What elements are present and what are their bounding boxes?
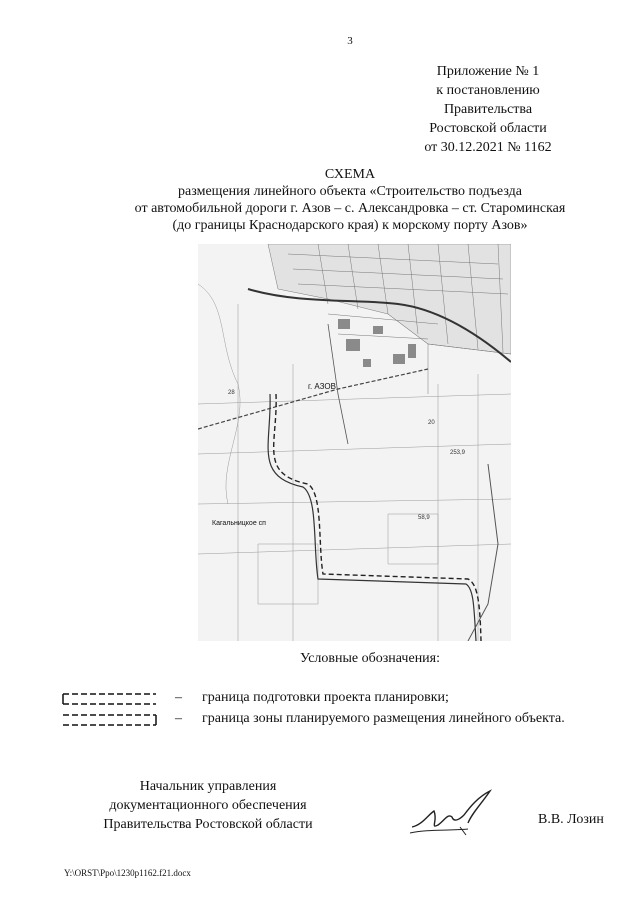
position-line: документационного обеспечения — [109, 798, 307, 813]
scheme-map — [198, 244, 511, 641]
file-path: Y:\ORST\Ppo\1230p1162.f21.docx — [64, 868, 191, 878]
map-label-mark: 253,9 — [450, 450, 466, 456]
appendix-line: Ростовской области — [429, 121, 547, 136]
signatory-position — [88, 777, 328, 834]
title-line: от автомобильной дороги г. Азов – с. Александровка – ст. Староминская — [134, 201, 566, 216]
map-label-settlement: Кагальницкое сп — [212, 520, 266, 527]
legend-text: граница зоны планируемого размещения линейного объекта. — [202, 711, 565, 726]
document-title — [0, 166, 640, 234]
legend-text: граница подготовки проекта планировки; — [202, 690, 449, 705]
page-number: 3 — [347, 35, 353, 47]
legend-item — [62, 711, 622, 729]
appendix-line: Приложение № 1 — [436, 64, 540, 79]
map-label-city: г. АЗОВ — [308, 382, 336, 391]
appendix-line: Правительства — [443, 102, 533, 117]
map-label-mark: 28 — [228, 390, 235, 396]
position-line: Начальник управления — [139, 779, 277, 794]
legend-dash: – — [175, 690, 182, 705]
signer-name: В.В. Лозин — [538, 812, 604, 827]
legend-item — [62, 690, 622, 708]
appendix-line: от 30.12.2021 № 1162 — [424, 140, 552, 155]
position-line: Правительства Ростовской области — [103, 817, 313, 832]
appendix-line: к постановлению — [436, 83, 540, 98]
handwritten-signature — [408, 785, 498, 839]
title-line: (до границы Краснодарского края) к морскому порту Азов» — [172, 218, 528, 233]
map-label-mark: 20 — [428, 420, 435, 426]
title-line: размещения линейного объекта «Строительство подъезда — [178, 184, 522, 199]
planning-boundary-symbol — [62, 690, 157, 708]
legend-title: Условные обозначения: — [299, 651, 441, 666]
appendix-block — [388, 62, 588, 157]
title-heading: СХЕМА — [324, 167, 376, 182]
map-label-mark: 58,9 — [418, 515, 430, 521]
legend-dash: – — [175, 711, 182, 726]
placement-zone-symbol — [62, 711, 157, 729]
